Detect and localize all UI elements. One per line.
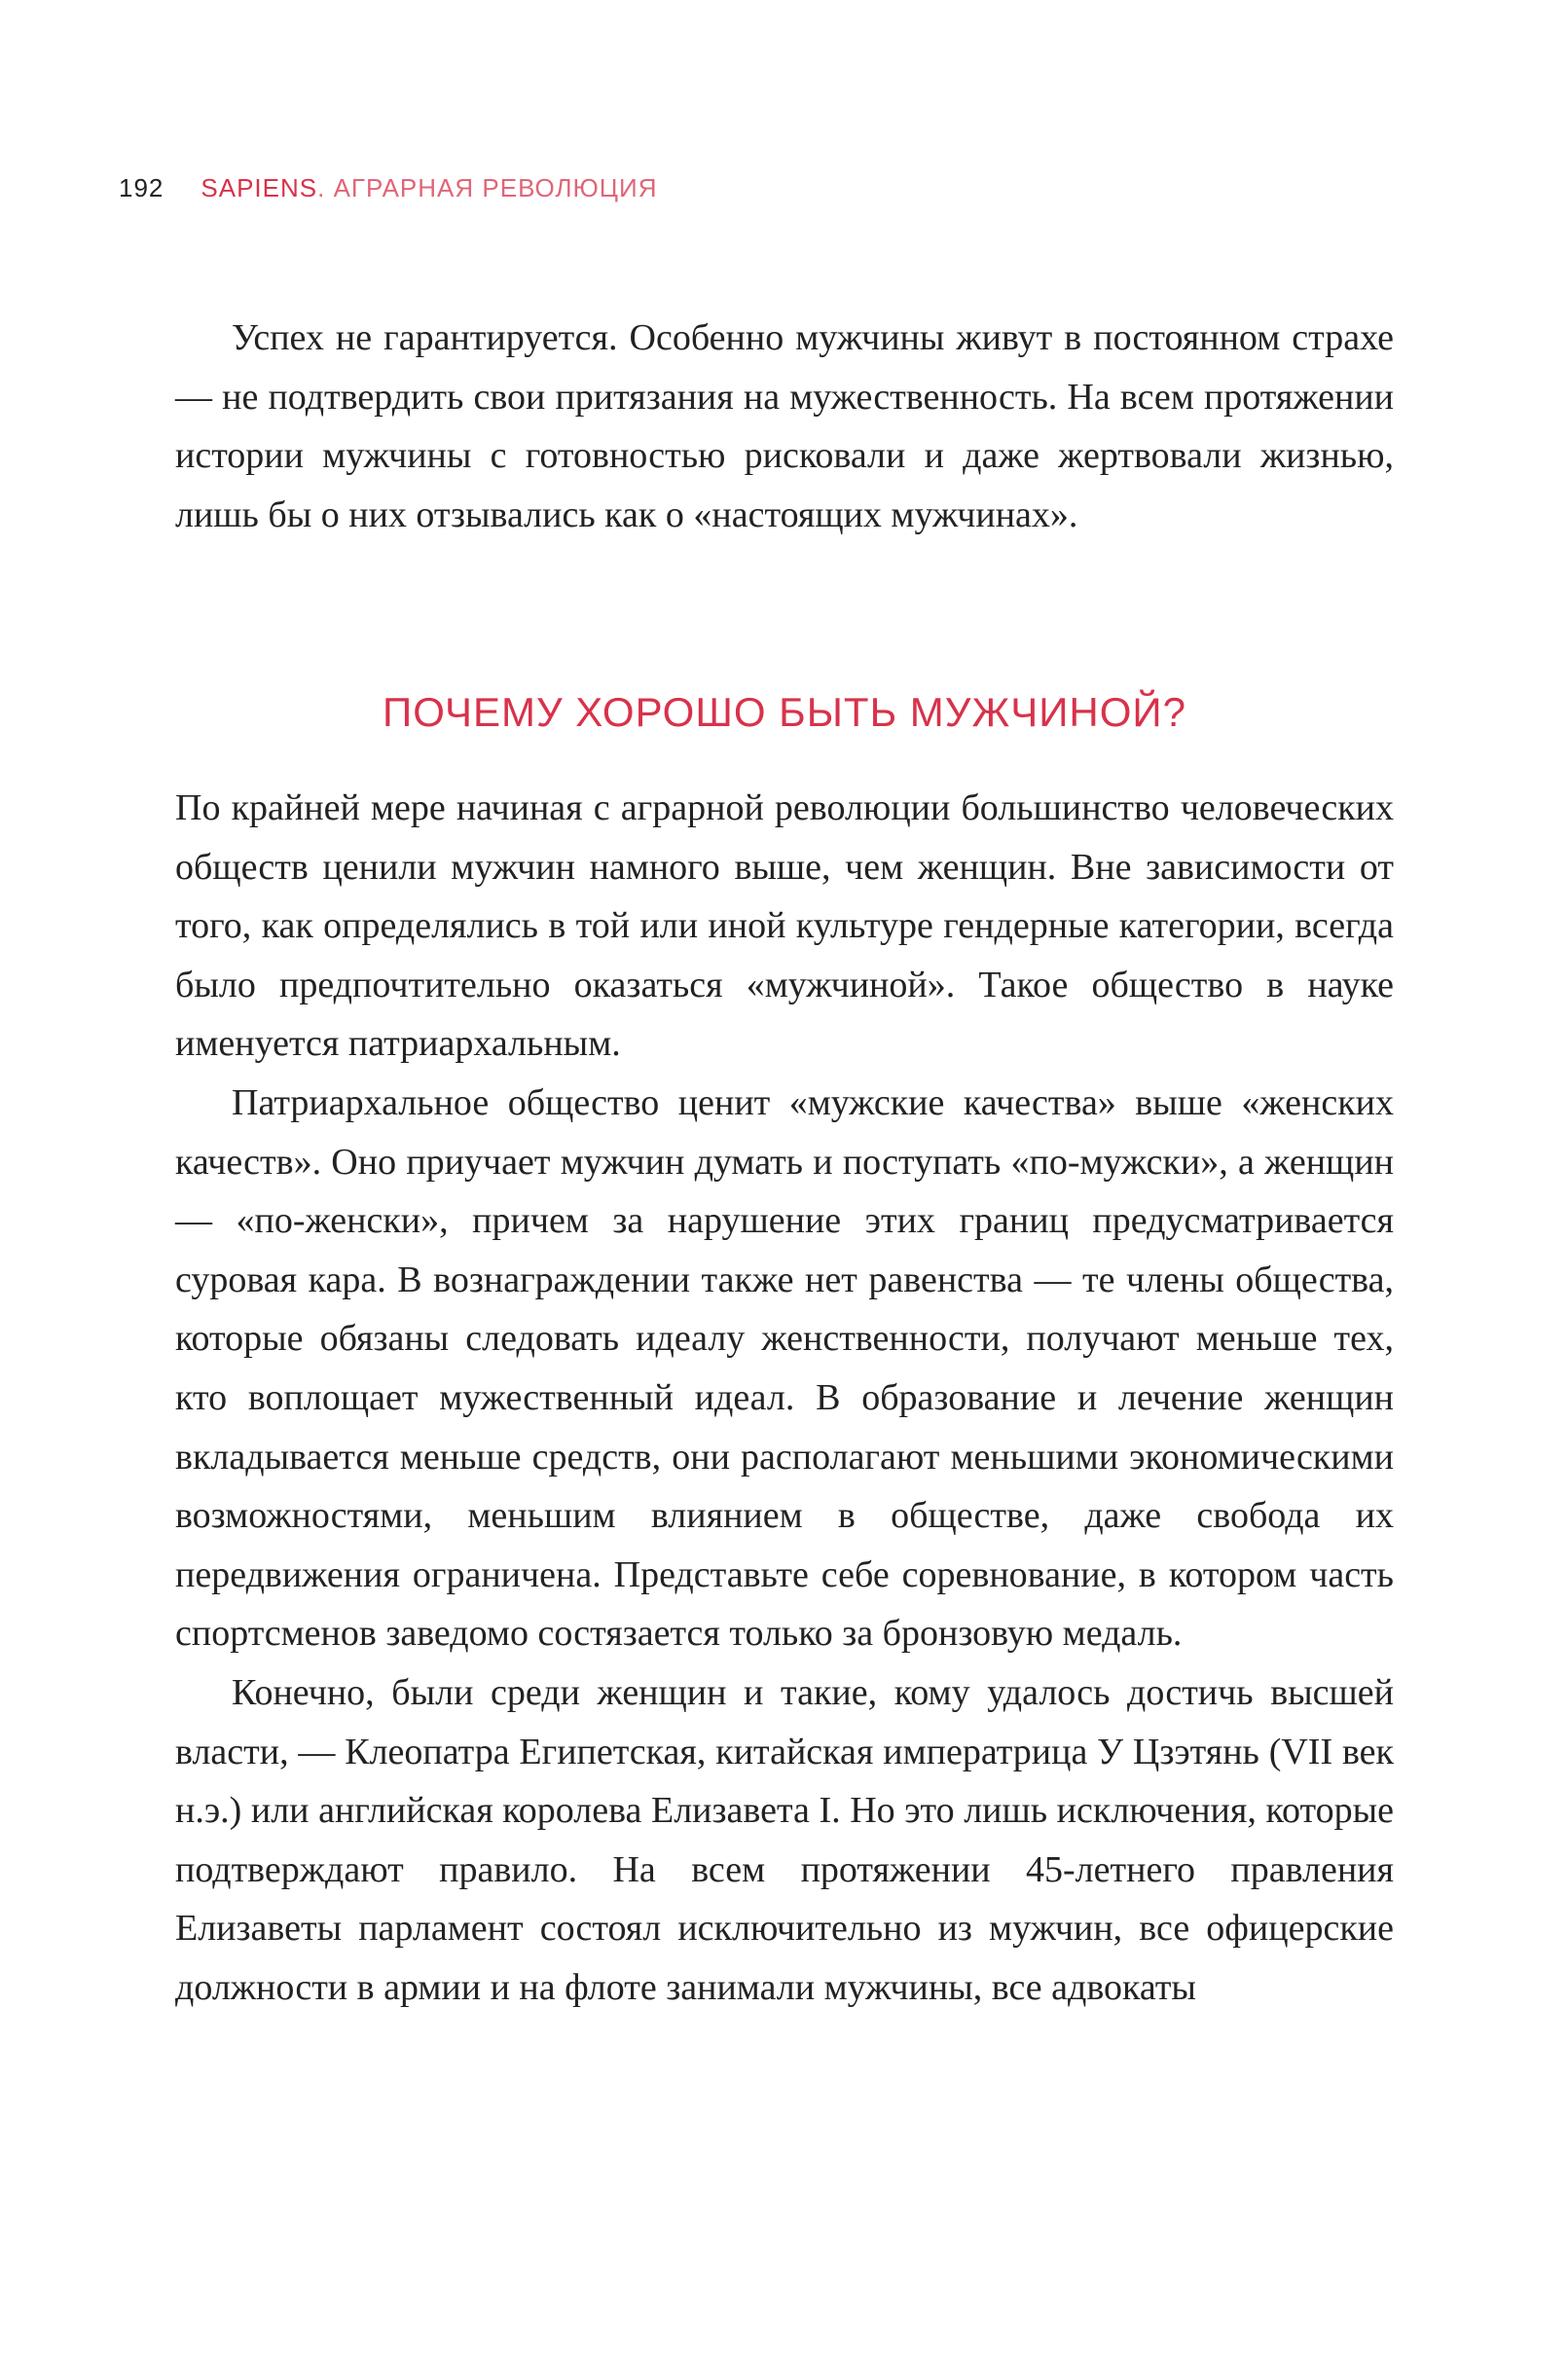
- paragraph: Патриархальное общество ценит «мужские качества» выше «женских качеств». Оно приучает мужчин думать и поступать «по-мужски», а женщин — «по-женски», причем за нарушение этих границ предусматривается суровая кара. В вознаграждении также нет равенства — те члены общества, которые обязаны следовать идеалу женственности, получают меньше тех, кто воплощает мужественный идеал. В образование и лечение женщин вкладывается меньше средств, они располагают меньшими экономическими возможностями, меньшим влиянием в обществе, даже свобода их передвижения ограничена. Представьте себе соревнование, в котором часть спортсменов заведомо состязается только за бронзовую медаль.: [175, 1081, 1394, 1655]
- body-text-section: [175, 779, 1394, 2017]
- paragraph: Успех не гарантируется. Особенно мужчины живут в постоянном страхе — не подтвердить свои притязания на мужественность. На всем протяжении истории мужчины с готовностью рисковали и даже жертвовали жизнью, лишь бы о них отзывались как о «настоящих мужчинах».: [175, 317, 1394, 535]
- book-title: SAPIENS: [201, 173, 318, 202]
- title-separator: .: [317, 173, 334, 202]
- body-text-intro: [175, 309, 1394, 544]
- paragraph: По крайней мере начиная с аграрной революции большинство человеческих обществ ценили мужчин намного выше, чем женщин. Вне зависимости от того, как определялись в той или иной культуре гендерные категории, всегда было предпочтительно оказаться «мужчиной». Такое общество в науке именуется патриархальным.: [175, 787, 1394, 1065]
- paragraph: Конечно, были среди женщин и такие, кому удалось достичь высшей власти, — Клеопатра Египетская, китайская императрица У Цзэтянь (VII век н.э.) или английская королева Елизавета I. Но это лишь исключения, которые подтверждают правило. На всем протяжении 45-летнего правления Елизаветы парламент состоял исключительно из мужчин, все офицерские должности в армии и на флоте занимали мужчины, все адвокаты: [175, 1671, 1394, 2008]
- running-head: [119, 173, 658, 216]
- section-heading: ПОЧЕМУ ХОРОШО БЫТЬ МУЖЧИНОЙ?: [383, 689, 1186, 735]
- part-title: АГРАРНАЯ РЕВОЛЮЦИЯ: [333, 173, 658, 202]
- page-number: 192: [119, 173, 164, 202]
